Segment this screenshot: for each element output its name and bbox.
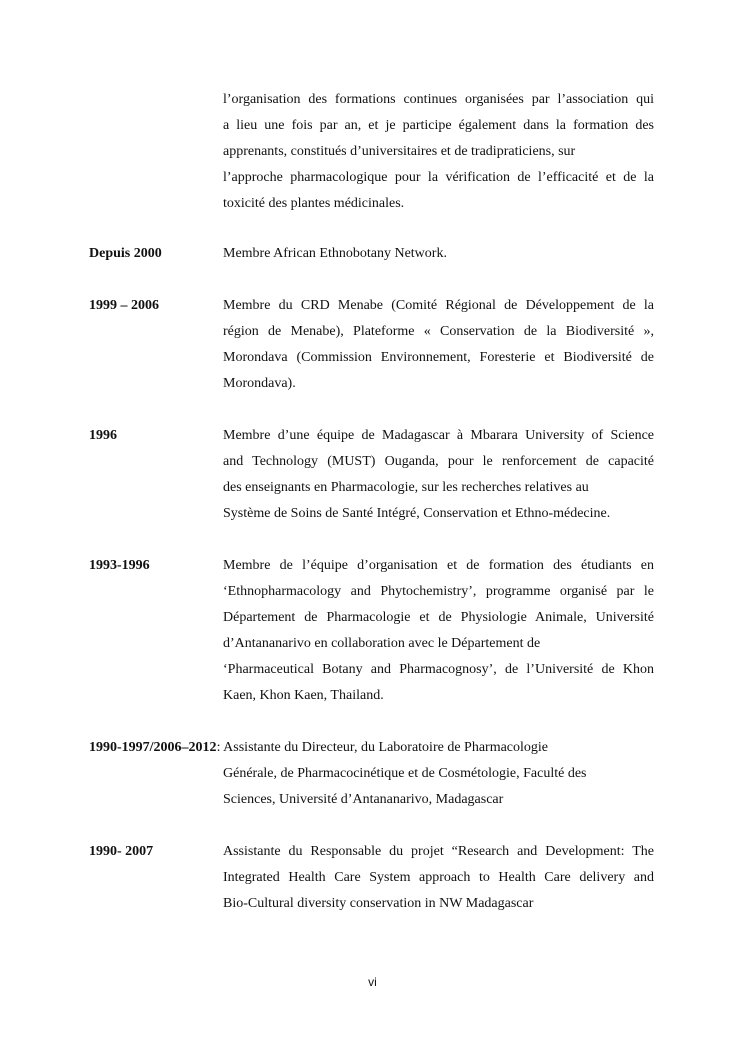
entry-date: 1993-1996 — [89, 558, 150, 573]
entry-line: Kaen, Khon Kaen, Thailand. — [223, 688, 384, 703]
entry-line: ‘Pharmaceutical Botany and Pharmacognosy’, de l’Université de Khon — [223, 662, 654, 677]
entry-date: 1990- 2007 — [89, 844, 154, 859]
entry-line: d’Antananarivo en collaboration avec le Département de — [223, 636, 541, 651]
entry-line: Générale, de Pharmacocinétique et de Cosmétologie, Faculté des — [223, 766, 587, 781]
entry-date: 1996 — [89, 428, 117, 443]
entry-line: Membre de l’équipe d’organisation et de formation des étudiants en — [223, 558, 654, 573]
entry-date: Depuis 2000 — [89, 246, 162, 261]
entry-line: région de Menabe), Plateforme « Conservation de la Biodiversité », — [223, 324, 654, 339]
entry-line: Morondava (Commission Environnement, Foresterie et Biodiversité de — [223, 350, 654, 365]
entry-line: ‘Ethnopharmacology and Phytochemistry’, programme organisé par le — [223, 584, 654, 599]
entry-line: : Assistante du Directeur, du Laboratoire de Pharmacologie — [216, 740, 549, 755]
entry-line: Bio-Cultural diversity conservation in NW Madagascar — [223, 896, 534, 911]
entry-line: Sciences, Université d’Antananarivo, Madagascar — [223, 792, 504, 807]
entry-line: Morondava). — [223, 376, 296, 391]
entry-line: Membre African Ethnobotany Network. — [223, 246, 447, 261]
intro-line: toxicité des plantes médicinales. — [223, 196, 405, 211]
entry-date: 1999 – 2006 — [89, 298, 159, 313]
entry-date: 1990-1997/2006–2012 — [89, 740, 217, 755]
intro-line: apprenants, constitués d’universitaires et de tradipraticiens, sur — [223, 144, 576, 159]
entry-line: Integrated Health Care System approach to Health Care delivery and — [223, 870, 654, 885]
entry-heading-line — [89, 739, 548, 757]
page-number: vi — [368, 975, 377, 989]
entry-line: Membre du CRD Menabe (Comité Régional de Développement de la — [223, 298, 654, 313]
entry-line: Système de Soins de Santé Intégré, Conservation et Ethno-médecine. — [223, 506, 611, 521]
entry-line: Membre d’une équipe de Madagascar à Mbarara University of Science — [223, 428, 654, 443]
intro-line: l’approche pharmacologique pour la vérification de l’efficacité et de la — [223, 170, 654, 185]
intro-line: l’organisation des formations continues organisées par l’association qui — [223, 92, 654, 107]
entry-line: des enseignants en Pharmacologie, sur les recherches relatives au — [223, 480, 589, 495]
entry-line: Assistante du Responsable du projet “Research and Development: The — [223, 844, 654, 859]
entry-line: and Technology (MUST) Ouganda, pour le renforcement de capacité — [223, 454, 654, 469]
entry-line: Département de Pharmacologie et de Physiologie Animale, Université — [223, 610, 654, 625]
intro-line: a lieu une fois par an, et je participe également dans la formation des — [223, 118, 654, 133]
